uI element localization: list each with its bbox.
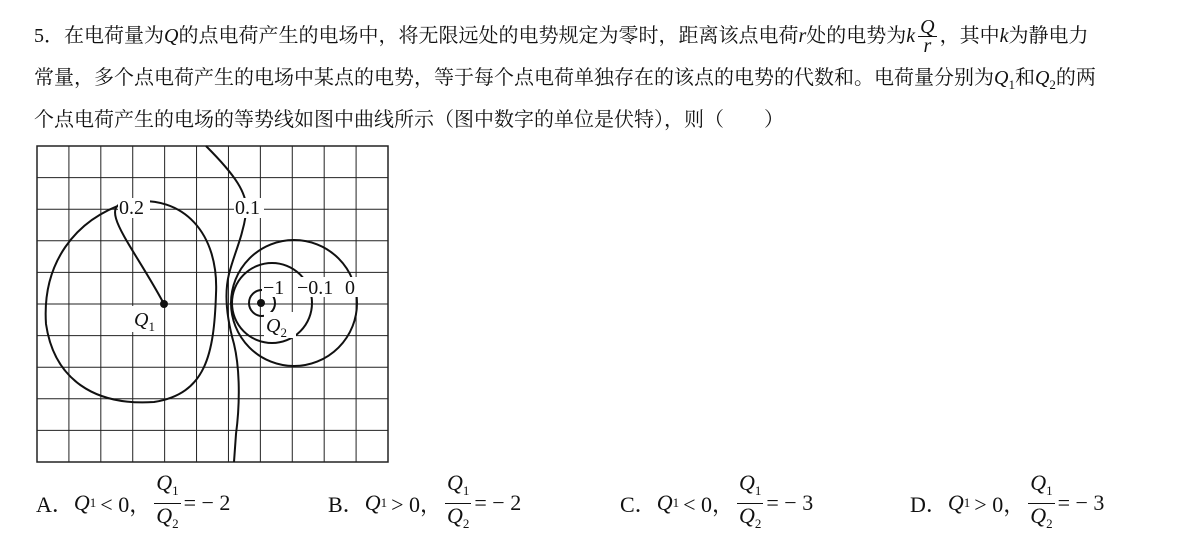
question-line-1: 5．在电荷量为Q的点电荷产生的电场中，将无限远处的电势规定为零时，距离该点电荷r处的电势为k $\frac{Q}{r}$ ，其中k为静电力 (34, 16, 1089, 57)
option-a[interactable]: A． Q 1 < 0， $\frac{Q_1}{Q_2}$ = − 2 (36, 468, 230, 538)
ratio-fraction: $\frac{Q_1}{Q_2}$ (1030, 469, 1053, 531)
ratio-fraction: $\frac{Q_1}{Q_2}$ (739, 469, 762, 531)
charge-q1-dot (160, 300, 168, 308)
option-c[interactable]: C． Q 1 < 0， $\frac{Q_1}{Q_2}$ = − 3 (620, 468, 813, 538)
ratio-fraction: $\frac{Q_1}{Q_2}$ (447, 469, 470, 531)
question-number: 5． (34, 25, 64, 47)
option-d[interactable]: D． Q 1 > 0， $\frac{Q_1}{Q_2}$ = − 3 (910, 468, 1104, 538)
label-q2: $Q_2$ (266, 315, 287, 340)
label-0.2: 0.2 (119, 197, 144, 219)
label-minus-1: −1 (263, 277, 285, 299)
label-q1: $Q_1$ (134, 309, 155, 334)
question-line-3: 个点电荷产生的电场的等势线如图中曲线所示（图中数字的单位是伏特），则（ ） (34, 107, 784, 131)
option-b[interactable]: B． Q 1 > 0， $\frac{Q_1}{Q_2}$ = − 2 (328, 468, 521, 538)
label-0: 0 (345, 277, 355, 299)
grid (37, 146, 388, 462)
equipotential-figure (34, 144, 390, 464)
question-line-2: 常量，多个点电荷产生的电场中某点的电势，等于每个点电荷单独存在的该点的电势的代数和。电荷量分别为$Q_1$和$Q_2$的两 (34, 65, 1096, 92)
label-minus-0.1: −0.1 (297, 277, 334, 299)
contour-0.2 (46, 201, 217, 402)
grid-lines (37, 146, 388, 462)
charge-q2-dot (257, 299, 265, 307)
potential-fraction: $\frac{Q}{r}$ (920, 16, 935, 57)
ratio-fraction: $\frac{Q_1}{Q_2}$ (156, 469, 179, 531)
label-0.1: 0.1 (235, 197, 260, 219)
